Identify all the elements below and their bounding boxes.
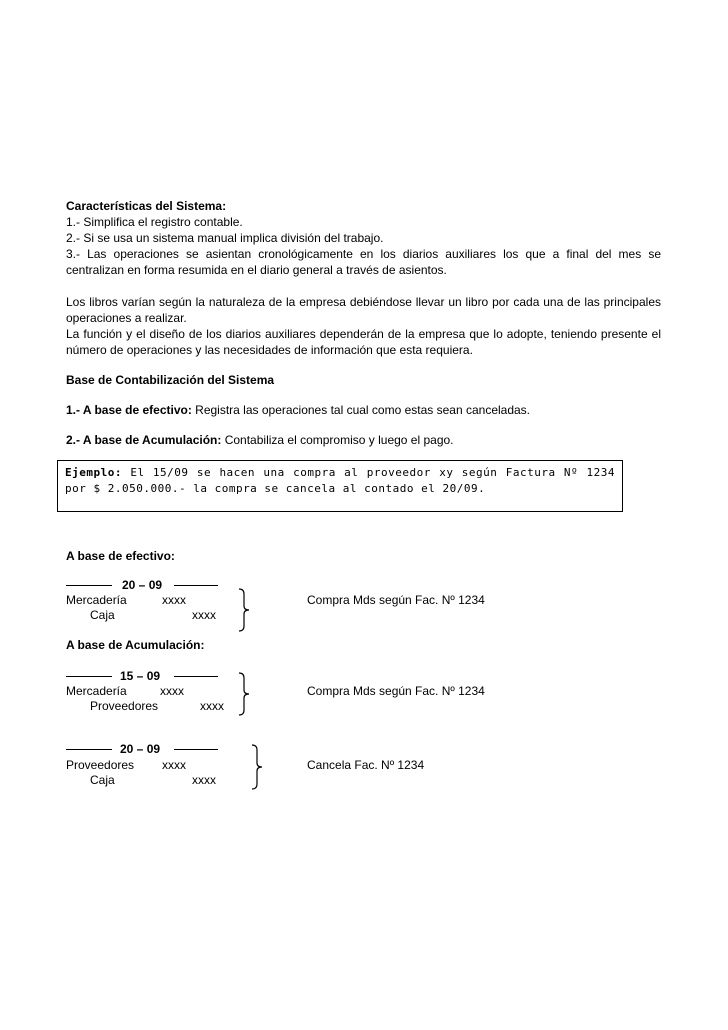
caracteristica-item-3: 3.- Las operaciones se asientan cronológicamente en los diarios auxiliares los que a final del mes se centralizan en forma resumida en el diario general a través de asientos.: [66, 247, 661, 277]
entry-3-credit-account: Caja: [90, 773, 115, 787]
asiento-efectivo-heading: A base de efectivo:: [66, 549, 175, 563]
ejemplo-label: Ejemplo:: [65, 466, 122, 479]
entry-1-rule-right: [174, 585, 218, 586]
base-efectivo-text: Registra las operaciones tal cual como estas sean canceladas.: [191, 403, 531, 417]
base-acumulacion-label: 2.- A base de Acumulación:: [66, 433, 222, 447]
ejemplo-text-1: El 15/09 se hacen una compra al proveedor xy según Factura Nº 1234: [121, 466, 615, 479]
asiento-acumulacion-heading: A base de Acumulación:: [66, 638, 205, 652]
base-efectivo-label: 1.- A base de efectivo:: [66, 403, 192, 417]
base-efectivo: [66, 402, 530, 418]
entry-2-rule-right: [174, 676, 218, 677]
paragraph-libros: Los libros varían según la naturaleza de la empresa debiéndose llevar un libro por cada una de las principales operaciones a realizar.: [66, 295, 661, 325]
entry-2-debit-account: Mercadería: [66, 684, 127, 698]
paragraph-funcion: La función y el diseño de los diarios auxiliares dependerán de la empresa que lo adopte, teniendo presente el número de operaciones y las necesidades de información que esta requiera.: [66, 327, 661, 357]
entry-3-brace: [250, 744, 266, 790]
entry-1-debit-amount: xxxx: [162, 593, 186, 607]
entry-3-gloss: Cancela Fac. Nº 1234: [307, 758, 425, 772]
base-acumulacion: [66, 432, 454, 448]
entry-2-credit-account: Proveedores: [90, 699, 159, 713]
ejemplo-line-1: [65, 465, 615, 481]
entry-2-date: 15 – 09: [120, 669, 161, 683]
entry-1-debit-account: Mercadería: [66, 593, 127, 607]
entry-2-debit-amount: xxxx: [160, 684, 184, 698]
entry-2-credit-amount: xxxx: [200, 699, 224, 713]
entry-3-rule-right: [174, 749, 218, 750]
entry-1-credit-amount: xxxx: [192, 608, 216, 622]
entry-1-gloss: Compra Mds según Fac. Nº 1234: [307, 593, 485, 607]
base-heading: Base de Contabilización del Sistema: [66, 373, 275, 387]
entry-3-credit-amount: xxxx: [192, 773, 216, 787]
caracteristica-item-2: 2.- Si se usa un sistema manual implica división del trabajo.: [66, 231, 384, 245]
ejemplo-line-2: por $ 2.050.000.- la compra se cancela al contado el 20/09.: [65, 482, 486, 495]
entry-1-brace: [237, 588, 253, 632]
entry-2-brace: [237, 672, 253, 716]
entry-1-date: 20 – 09: [122, 578, 163, 592]
caracteristica-item-1: 1.- Simplifica el registro contable.: [66, 215, 243, 229]
entry-2-rule-left: [66, 676, 112, 677]
entry-3-rule-left: [66, 749, 112, 750]
entry-1-rule-left: [66, 585, 112, 586]
base-acumulacion-text: Contabiliza el compromiso y luego el pago.: [221, 433, 454, 447]
entry-3-date: 20 – 09: [120, 742, 161, 756]
entry-3-debit-amount: xxxx: [162, 758, 186, 772]
entry-3-debit-account: Proveedores: [66, 758, 135, 772]
entry-1-credit-account: Caja: [90, 608, 115, 622]
entry-2-gloss: Compra Mds según Fac. Nº 1234: [307, 684, 485, 698]
caracteristicas-heading: Características del Sistema:: [66, 199, 227, 213]
